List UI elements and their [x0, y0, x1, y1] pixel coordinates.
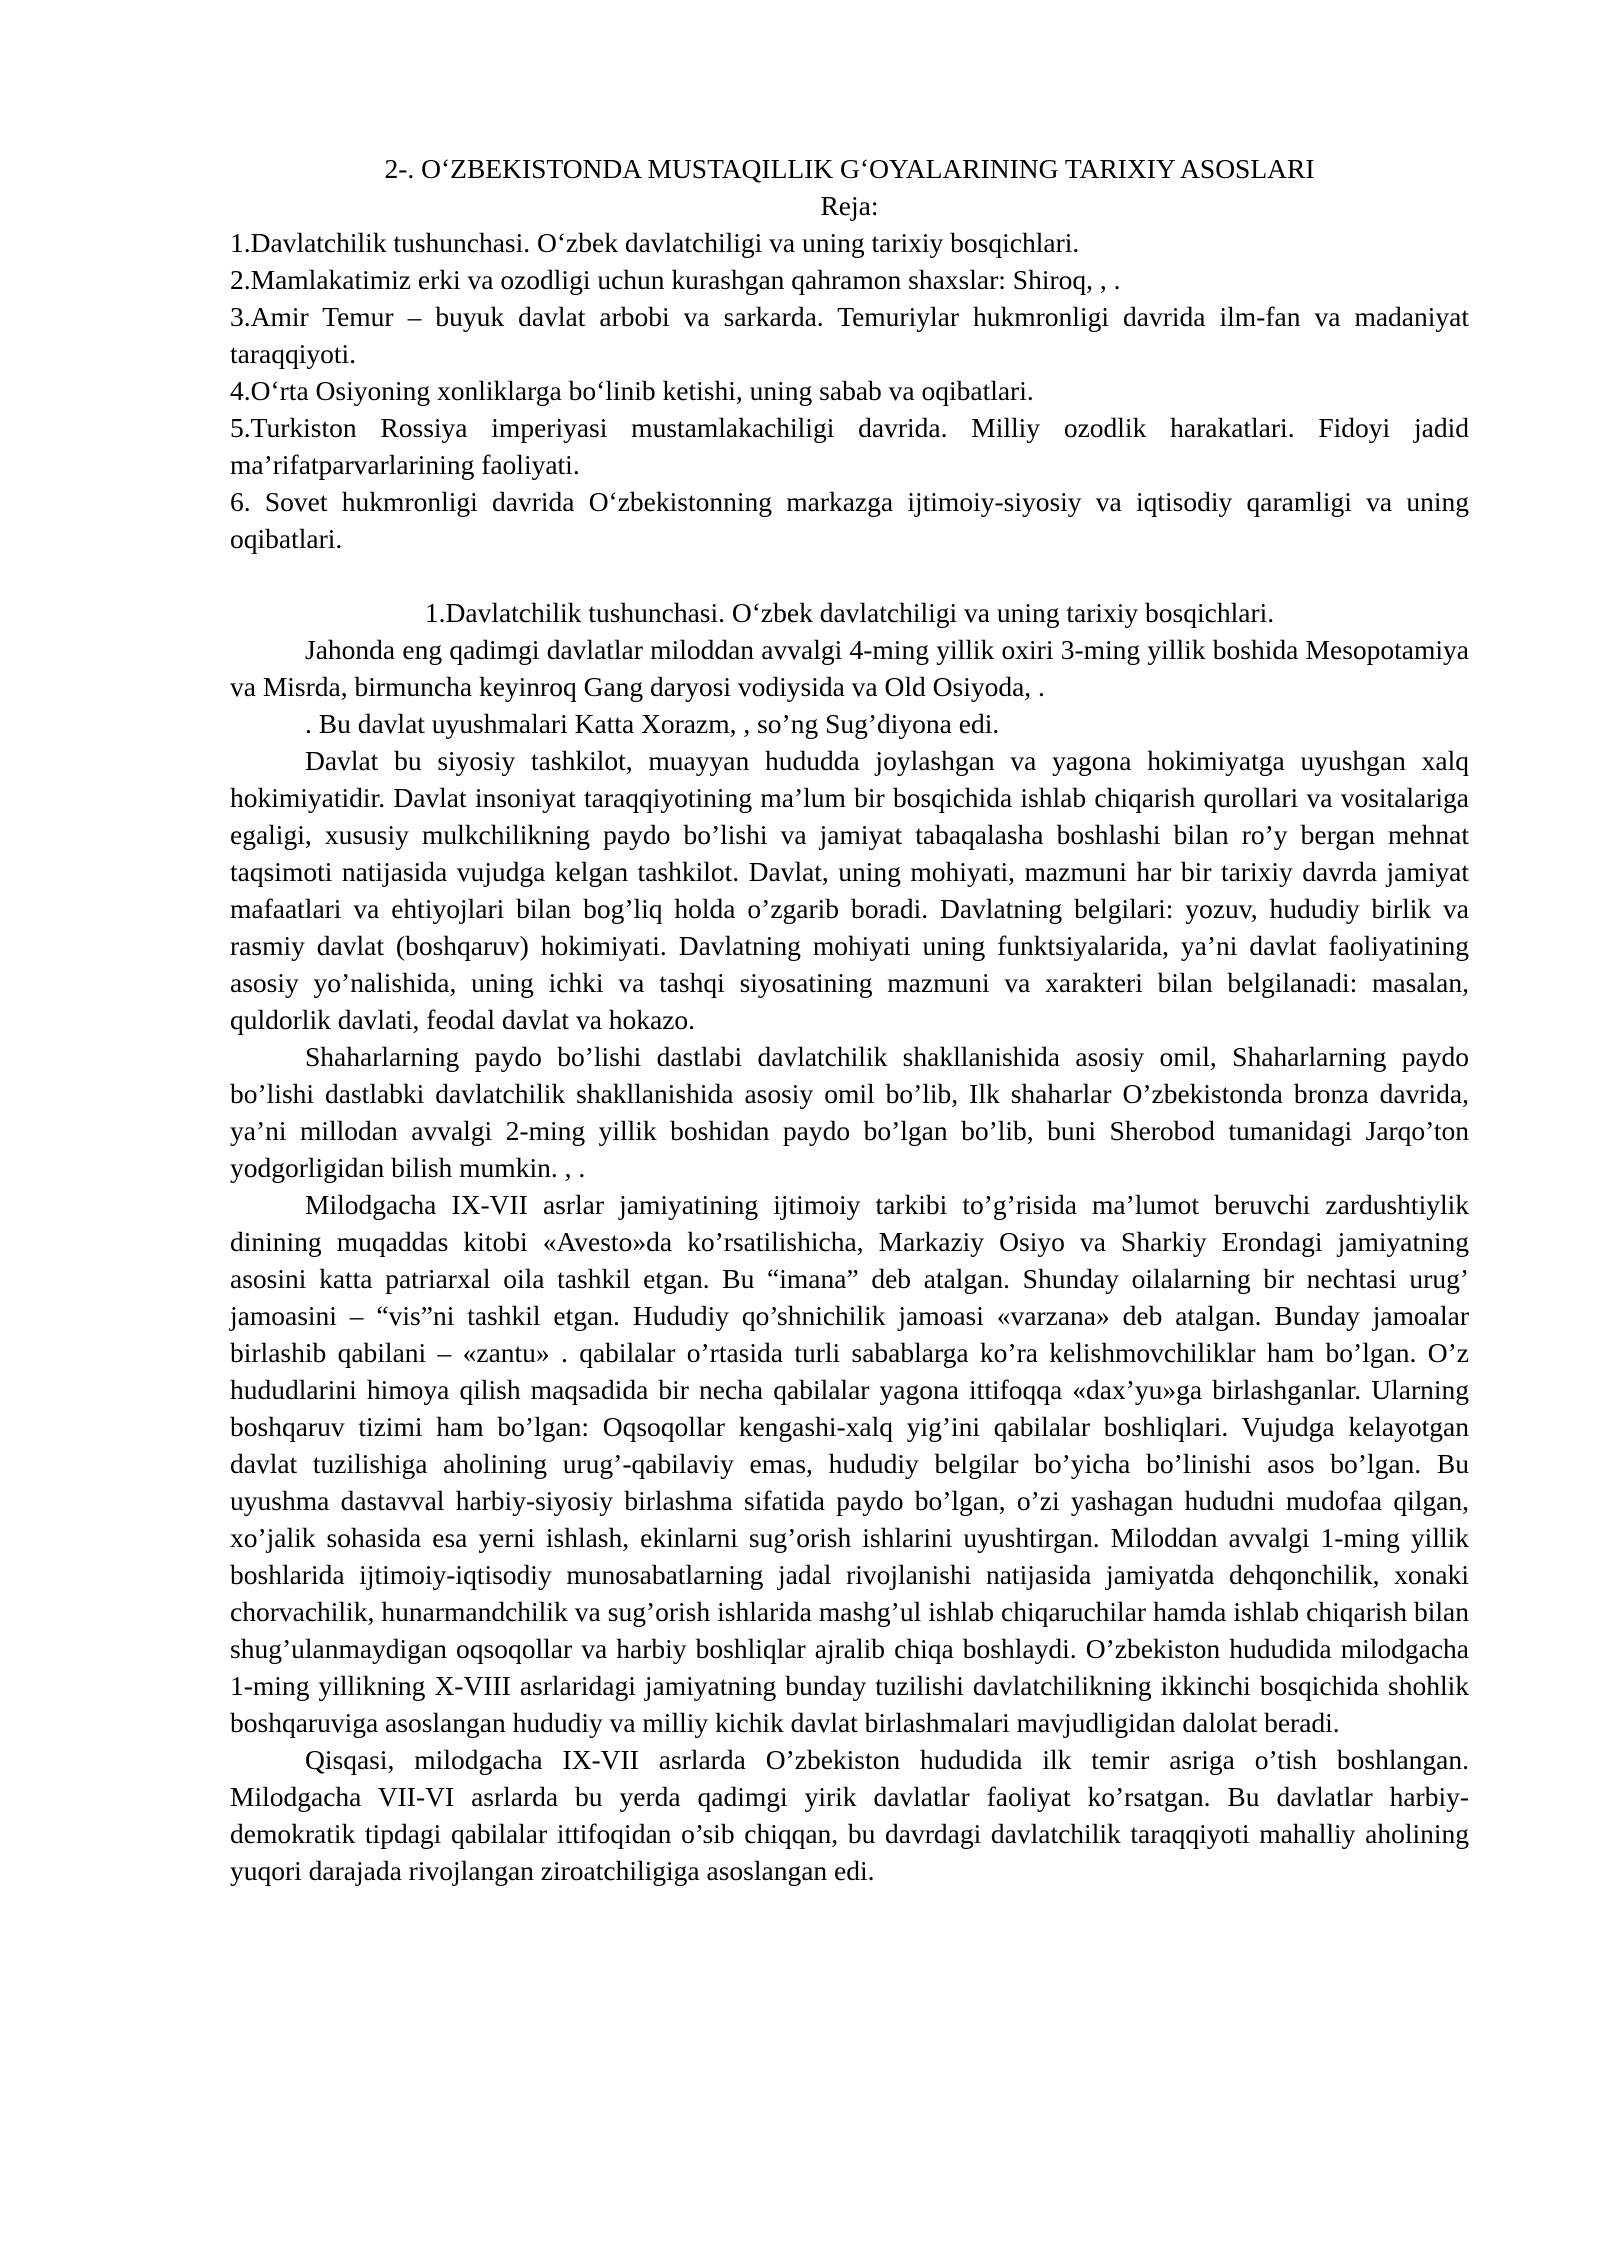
plan-item-3: 3.Amir Temur – buyuk davlat arbobi va sarkarda. Temuriylar hukmronligi davrida ilm-fan va madaniyat taraqqiyoti.	[230, 301, 1469, 369]
paragraph-2: . Bu davlat uyushmalari Katta Xorazm, , so’ng Sug’diyona edi.	[305, 708, 1000, 739]
paragraph-6: Qisqasi, milodgacha IX-VII asrlarda O’zbekiston hududida ilk temir asriga o’tish boshlangan. Milodgacha VII-VI asrlarda bu yerda qadimgi yirik davlatlar faoliyat ko’rsatgan. Bu davlatlar harbiy-demokratik tipdagi qabilalar ittifoqidan o’sib chiqqan, bu davrdagi davlatchilik taraqqiyoti mahalliy aholining yuqori darajada rivojlangan ziroatchiligiga asoslangan edi.	[230, 1744, 1469, 1886]
document-page	[230, 150, 1469, 1889]
document-title: 2-. O‘ZBEKISTONDA MUSTAQILLIK G‘OYALARINING TARIXIY ASOSLARI	[384, 153, 1315, 184]
plan-item-2: 2.Mamlakatimiz erki va ozodligi uchun kurashgan qahramon shaxslar: Shiroq, , .	[230, 264, 1121, 295]
plan-label: Reja:	[820, 190, 879, 221]
plan-item-6: 6. Sovet hukmronligi davrida O‘zbekistonning markazga ijtimoiy-siyosiy va iqtisodiy qaramligi va uning oqibatlari.	[230, 486, 1469, 554]
paragraph-3: Davlat bu siyosiy tashkilot, muayyan hududda joylashgan va yagona hokimiyatga uyushgan xalq hokimiyatidir. Davlat insoniyat taraqqiyotining ma’lum bir bosqichida ishlab chiqarish qurollari va vositalariga egaligi, xususiy mulkchilikning paydo bo’lishi va jamiyat tabaqalasha boshlashi bilan ro’y bergan mehnat taqsimoti natijasida vujudga kelgan tashkilot. Davlat, uning mohiyati, mazmuni har bir tarixiy davrda jamiyat mafaatlari va ehtiyojlari bilan bog’liq holda o’zgarib boradi. Davlatning belgilari: yozuv, hududiy birlik va rasmiy davlat (boshqaruv) hokimiyati. Davlatning mohiyati uning funktsiyalarida, ya’ni davlat faoliyatining asosiy yo’nalishida, uning ichki va tashqi siyosatining mazmuni va xarakteri bilan belgilanadi: masalan, quldorlik davlati, feodal davlat va hokazo.	[230, 745, 1469, 1035]
section-heading: 1.Davlatchilik tushunchasi. O‘zbek davlatchiligi va uning tarixiy bosqichlari.	[424, 597, 1275, 628]
spacer	[230, 557, 1469, 594]
plan-item-4: 4.O‘rta Osiyoning xonliklarga bo‘linib ketishi, uning sabab va oqibatlari.	[230, 375, 1034, 406]
paragraph-4: Shaharlarning paydo bo’lishi dastlabi davlatchilik shakllanishida asosiy omil, Shaharlarning paydo bo’lishi dastlabki davlatchilik shakllanishida asosiy omil bo’lib, Ilk shaharlar O’zbekistonda bronza davrida, ya’ni millodan avvalgi 2-ming yillik boshidan paydo bo’lgan bo’lib, buni Sherobod tumanidagi Jarqo’ton yodgorligidan bilish mumkin. , .	[230, 1041, 1469, 1183]
plan-item-1: 1.Davlatchilik tushunchasi. O‘zbek davlatchiligi va uning tarixiy bosqichlari.	[230, 227, 1080, 258]
plan-list	[230, 224, 1469, 557]
plan-item-5: 5.Turkiston Rossiya imperiyasi mustamlakachiligi davrida. Milliy ozodlik harakatlari. Fidoyi jadid ma’rifatparvarlarining faoliyati.	[230, 412, 1469, 480]
paragraph-5: Milodgacha IX-VII asrlar jamiyatining ijtimoiy tarkibi to’g’risida ma’lumot beruvchi zardushtiylik dinining muqaddas kitobi «Avesto»da ko’rsatilishicha, Markaziy Osiyo va Sharkiy Erondagi jamiyatning asosini katta patriarxal oila tashkil etgan. Bu “imana” deb atalgan. Shunday oilalarning bir nechtasi urug’ jamoasini – “vis”ni tashkil etgan. Hududiy qo’shnichilik jamoasi «varzana» deb atalgan. Bunday jamoalar birlashib qabilani – «zantu» . qabilalar o’rtasida turli sabablarga ko’ra kelishmovchiliklar ham bo’lgan. O’z hududlarini himoya qilish maqsadida bir necha qabilalar yagona ittifoqqa «dax’yu»ga birlashganlar. Ularning boshqaruv tizimi ham bo’lgan: Oqsoqollar kengashi-xalq yig’ini qabilalar boshliqlari. Vujudga kelayotgan davlat tuzilishiga aholining urug’-qabilaviy emas, hududiy belgilar bo’yicha bo’linishi asos bo’lgan. Bu uyushma dastavval harbiy-siyosiy birlashma sifatida paydo bo’lgan, o’zi yashagan hududni mudofaa qilgan, xo’jalik sohasida esa yerni ishlash, ekinlarni sug’orish ishlarini uyushtirgan. Miloddan avvalgi 1-ming yillik boshlarida ijtimoiy-iqtisodiy munosabatlarning jadal rivojlanishi natijasida jamiyatda dehqonchilik, xonaki chorvachilik, hunarmandchilik va sug’orish ishlarida mashg’ul ishlab chiqaruchilar hamda ishlab chiqarish bilan shug’ulanmaydigan oqsoqollar va harbiy boshliqlar ajralib chiqa boshlaydi. O’zbekiston hududida milodgacha 1-ming yillikning X-VIII asrlaridagi jamiyatning bunday tuzilishi davlatchilikning ikkinchi bosqichida shohlik boshqaruviga asoslangan hududiy va milliy kichik davlat birlashmalari mavjudligidan dalolat beradi.	[230, 1189, 1469, 1738]
paragraph-1: Jahonda eng qadimgi davlatlar miloddan avvalgi 4-ming yillik oxiri 3-ming yillik boshida Mesopotamiya va Misrda, birmuncha keyinroq Gang daryosi vodiysida va Old Osiyoda, .	[230, 634, 1469, 702]
body-text	[230, 631, 1469, 1889]
